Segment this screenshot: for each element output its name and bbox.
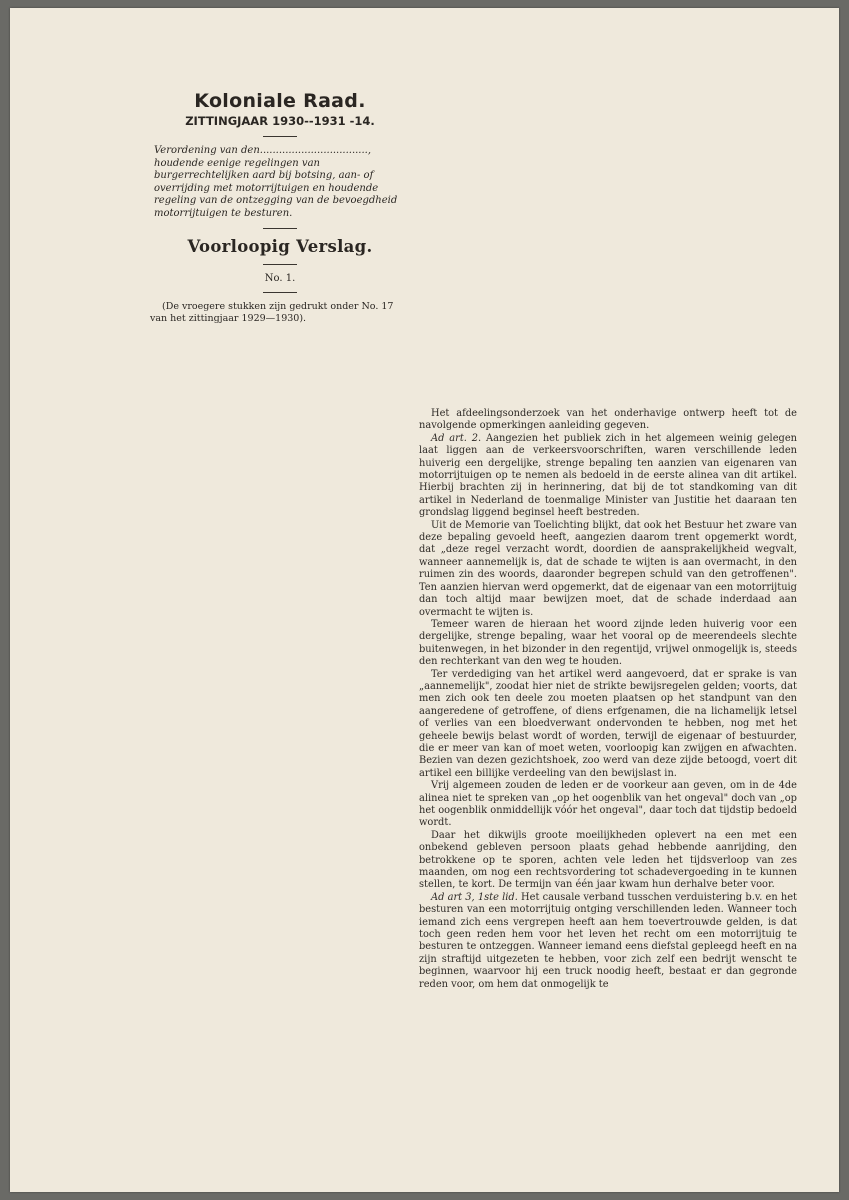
session-year: ZITTINGJAAR 1930--1931 -14. [185,114,375,128]
divider [263,264,297,265]
report-number: No. 1. [264,273,296,284]
document-page [10,8,839,1192]
paragraph: Uit de Memorie van Toelichting blijkt, dat ook het Bestuur het zware van deze bepaling gevoeld heeft, aangezien daarom trent opgemerkt wordt, dat „deze regel verzacht wordt, doordien de aansprakelijkheid wegvalt, wanneer aannemelijk is, dat de schade te wijten is aan overmacht, in den ruimen zin des woords, daaronder begrepen schuld van den getroffenen". Ten aanzien hiervan werd opgemerkt, dat de eigenaar van een motorrijtuig dan toch altijd maar bewijzen moet, dat de schade inderdaad aan overmacht te wijten is. [419,519,797,618]
prior-documents-note: (De vroegere stukken zijn gedrukt onder No. 17 van het zittingjaar 1929—1930). [150,301,394,324]
divider [263,292,297,293]
paragraph [419,433,797,520]
article-label: Ad art 3, 1ste lid. [431,891,518,903]
paragraph: Temeer waren de hieraan het woord zijnde leden huiverig voor een dergelijke, strenge bepaling, waar het vooral op de meerendeels slechte buitenwegen, in het bizonder in den regentijd, vrijwel onmogelijk is, steeds den rechterkant van den weg te houden. [419,618,797,668]
ordinance-subject: Verordening van den.................................., houdende eenige regelingen van burgerrechtelijken aard bij botsing, aan- of overrijding met motorrijtuigen en houdende regeling van de ontzegging van de bevoegdheid motorrijtuigen te besturen. [154,145,398,219]
paragraph: Het afdeelingsonderzoek van het onderhavige ontwerp heeft tot de navolgende opmerkingen aanleiding gegeven. [419,408,797,432]
report-body [419,408,797,991]
paragraph: Vrij algemeen zouden de leden er de voorkeur aan geven, om in de 4de alinea niet te spreken van „op het oogenblik van het ongeval" doch van „op het oogenblik onmiddellijk vóór het ongeval", daar toch dat tijdstip bedoeld wordt. [419,780,797,829]
paragraph-text: Aangezien het publiek zich in het algemeen weinig gelegen laat liggen aan de verkeersvoorschriften, waren verschillende leden huiverig een dergelijke, strenge bepaling ten aanzien van eigenaren van motorrijtuigen op te nemen als bedoeld in de eerste alinea van dit artikel. Hierbij brachten zij in herinnering, dat bij de tot standkoming van dit artikel in Nederland de toenmalige Minister van Justitie het daaraan ten grondslag liggend beginsel heeft bestreden. [419,432,797,519]
paragraph: Ter verdediging van het artikel werd aangevoerd, dat er sprake is van „aannemelijk", zoodat hier niet de strikte bewijsregelen gelden; voorts, dat men zich ook ten deele zou moeten plaatsen op het standpunt van den aangeredene of getroffene, of diens erfgenamen, die na lichamelijk letsel of verlies van een bloedverwant ondervonden te hebben, nog met het geheele bewijs belast wordt of worden, terwijl de eigenaar of bestuurder, die er meer van kan of moet weten, voorloopig kan zwijgen en afwachten. Bezien van dezen gezichtshoek, zoo werd van deze zijde betoogd, voert dit artikel een billijke verdeeling van den bewijslast in. [419,668,797,779]
council-title: Koloniale Raad. [194,90,366,112]
divider [263,136,297,137]
paragraph: Daar het dikwijls groote moeilijkheden oplevert na een met een onbekend gebleven persoon plaats gehad hebbende aanrijding, den betrokkene op te sporen, achten vele leden het tijdsverloop van zes maanden, om nog een rechtsvordering tot schadevergoeding in te kunnen stellen, te kort. De termijn van één jaar kwam hun derhalve beter voor. [419,829,797,891]
paragraph-text: Het causale verband tusschen verduistering b.v. en het besturen van een motorrijtuig ontging verschillenden leden. Wanneer toch iemand zich eens vergrepen heeft aan hem toevertrouwde gelden, is dat toch geen reden hem voor het leven het recht om een motorrijtuig te besturen te ontzeggen. Wanneer iemand eens diefstal gepleegd heeft en na zijn straftijd uitgezeten te hebben, voor zich zelf een bedrijt wenscht te beginnen, waarvoor hij een truck noodig heeft, bestaat er dan gegronde reden voor, om hem dat onmogelijk te [419,891,797,990]
article-label: Ad art. 2. [431,432,482,444]
document-header [150,90,410,325]
report-title: Voorloopig Verslag. [187,237,373,256]
paragraph [419,892,797,991]
divider [263,228,297,229]
